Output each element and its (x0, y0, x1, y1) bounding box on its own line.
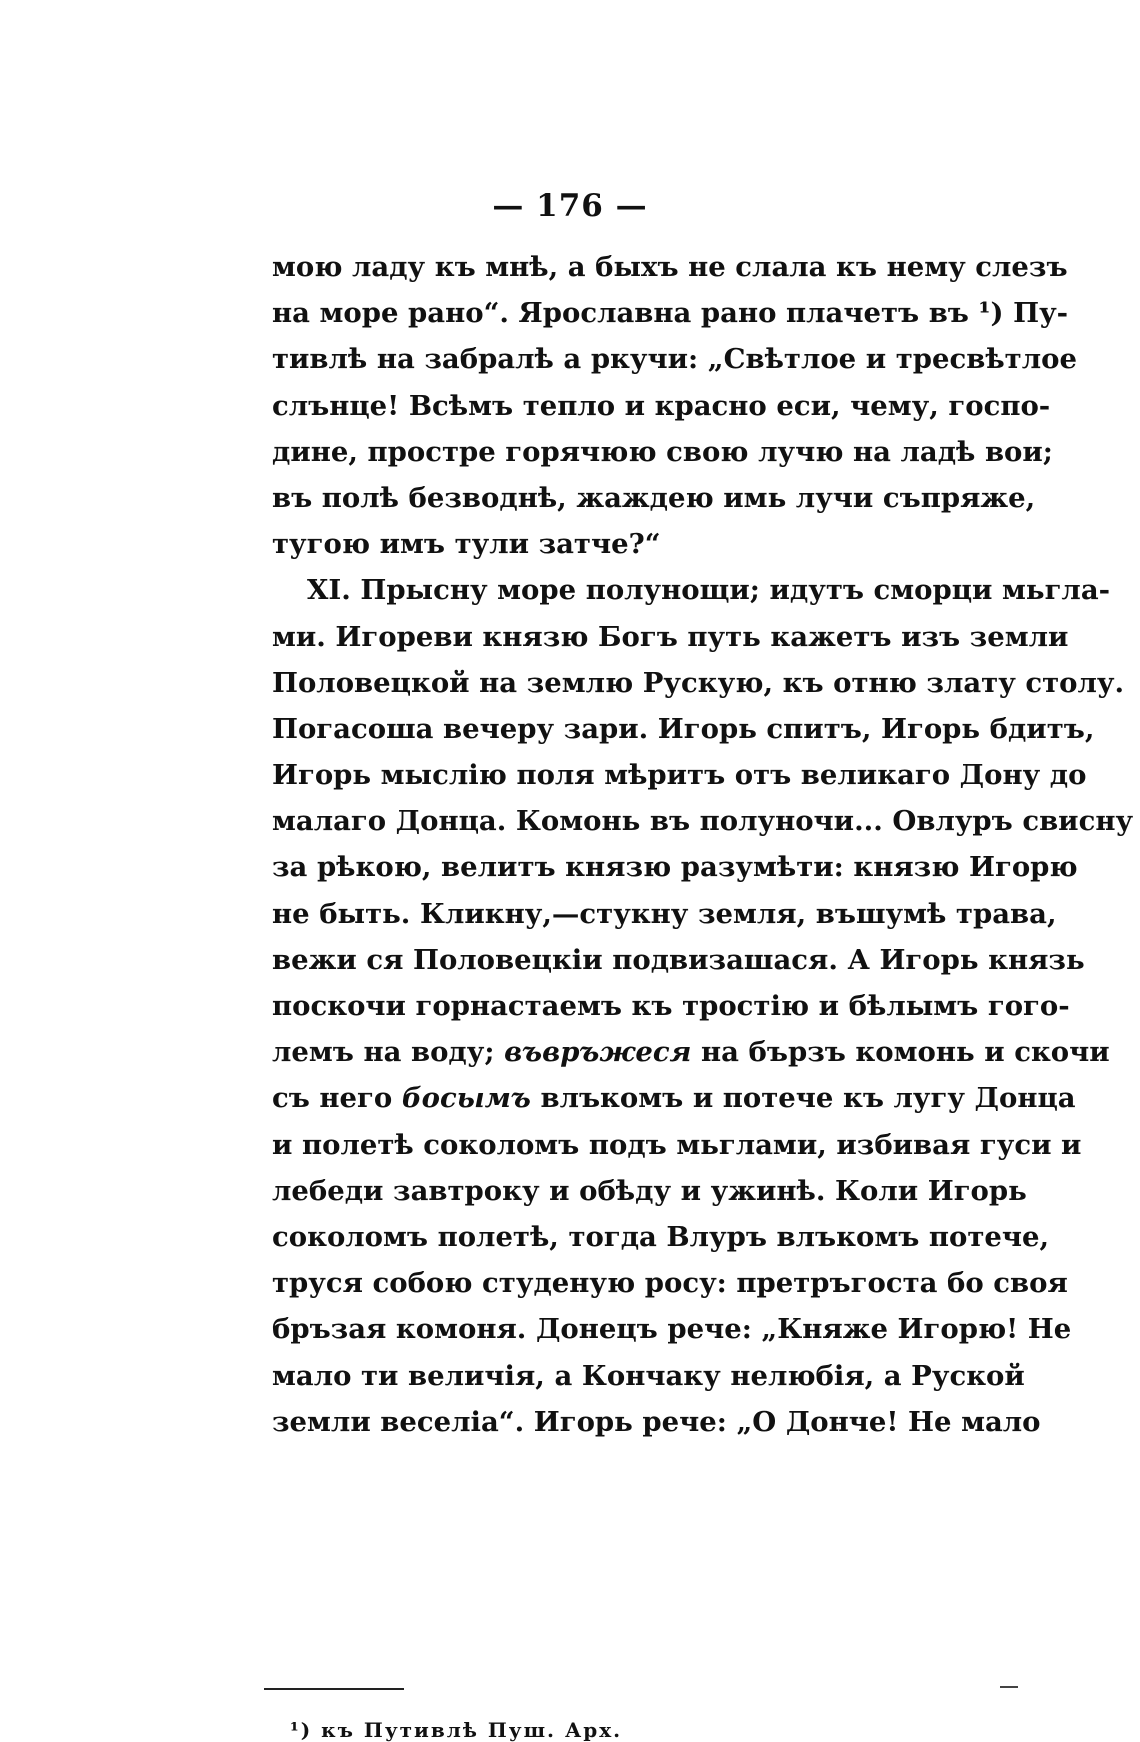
text-line: бръзая комоня. Донецъ рече: „Княже Игорю! Не (272, 1313, 1072, 1346)
text-line: тивлѣ на забралѣ а ркучи: „Свѣтлое и тресвѣтлое (272, 343, 1077, 376)
text-line: слънце! Всѣмъ тепло и красно еси, чему, госпо- (272, 389, 1051, 422)
text-line: и полетѣ соколомъ подъ мьглами, избивая гуси и (272, 1128, 1082, 1161)
italic-word: босымъ (401, 1082, 531, 1115)
text-line: вежи ся Половецкіи подвизашася. А Игорь князь (272, 943, 1085, 976)
text-line: соколомъ полетѣ, тогда Влуръ влъкомъ потече, (272, 1220, 1050, 1253)
footnote: ¹) къ Путивлѣ Пуш. Арх. (290, 1718, 623, 1742)
text-line: не быть. Кликну,—стукну земля, въшумѣ трава, (272, 897, 1057, 930)
text-line: Половецкой на землю Рускую, къ отню злату столу. (272, 666, 1125, 699)
text-line: поскочи горнастаемъ къ тростію и бѣлымъ гого- (272, 990, 1070, 1022)
italic-word: въвръжеся (504, 1036, 692, 1069)
text-line: мало ти величія, а Кончаку нелюбія, а Руской (272, 1359, 1025, 1392)
body-text (272, 244, 1134, 1445)
text-line: на море рано“. Ярославна рано плачетъ въ ¹) Пу- (272, 297, 1069, 330)
text-line: ми. Игореви князю Богъ путь кажетъ изъ земли (272, 620, 1069, 653)
text-segment: лемъ на воду; (272, 1036, 495, 1069)
text-line: Погасоша вечеру зари. Игорь спитъ, Игорь бдитъ, (272, 712, 1095, 745)
text-line: дине, простре горячюю свою лучю на ладѣ вои; (272, 435, 1053, 468)
text-segment: съ него (272, 1082, 393, 1115)
text-line: тугою имъ тули затче?“ (272, 528, 661, 561)
text-line: XI. Прысну море полунощи; идутъ сморци мьгла- (307, 574, 1111, 607)
footnote-divider (264, 1688, 404, 1690)
text-line (272, 1029, 1110, 1075)
text-segment: влъкомъ и потече къ лугу Донца (540, 1082, 1076, 1115)
text-line: въ полѣ безводнѣ, жаждею имь лучи съпряже, (272, 481, 1036, 514)
text-segment: на бързъ комонь и скочи (701, 1036, 1110, 1069)
text-line: малаго Донца. Комонь въ полуночи... Овлуръ свисну (272, 805, 1134, 838)
text-line (272, 1075, 1076, 1121)
text-line: труся собою студеную росу: претръгоста бо своя (272, 1267, 1068, 1300)
right-dash-mark (1000, 1686, 1018, 1688)
text-line: земли веселіа“. Игорь рече: „О Донче! Не мало (272, 1405, 1041, 1438)
text-line: за рѣкою, велитъ князю разумѣти: князю Игорю (272, 851, 1078, 884)
text-line: Игорь мыслію поля мѣритъ отъ великаго Дону до (272, 759, 1087, 792)
text-line: мою ладу къ мнѣ, а быхъ не слала къ нему слезъ (272, 251, 1068, 283)
page-number: — 176 — (492, 188, 648, 224)
text-line: лебеди завтроку и обѣду и ужинѣ. Коли Игорь (272, 1174, 1027, 1207)
